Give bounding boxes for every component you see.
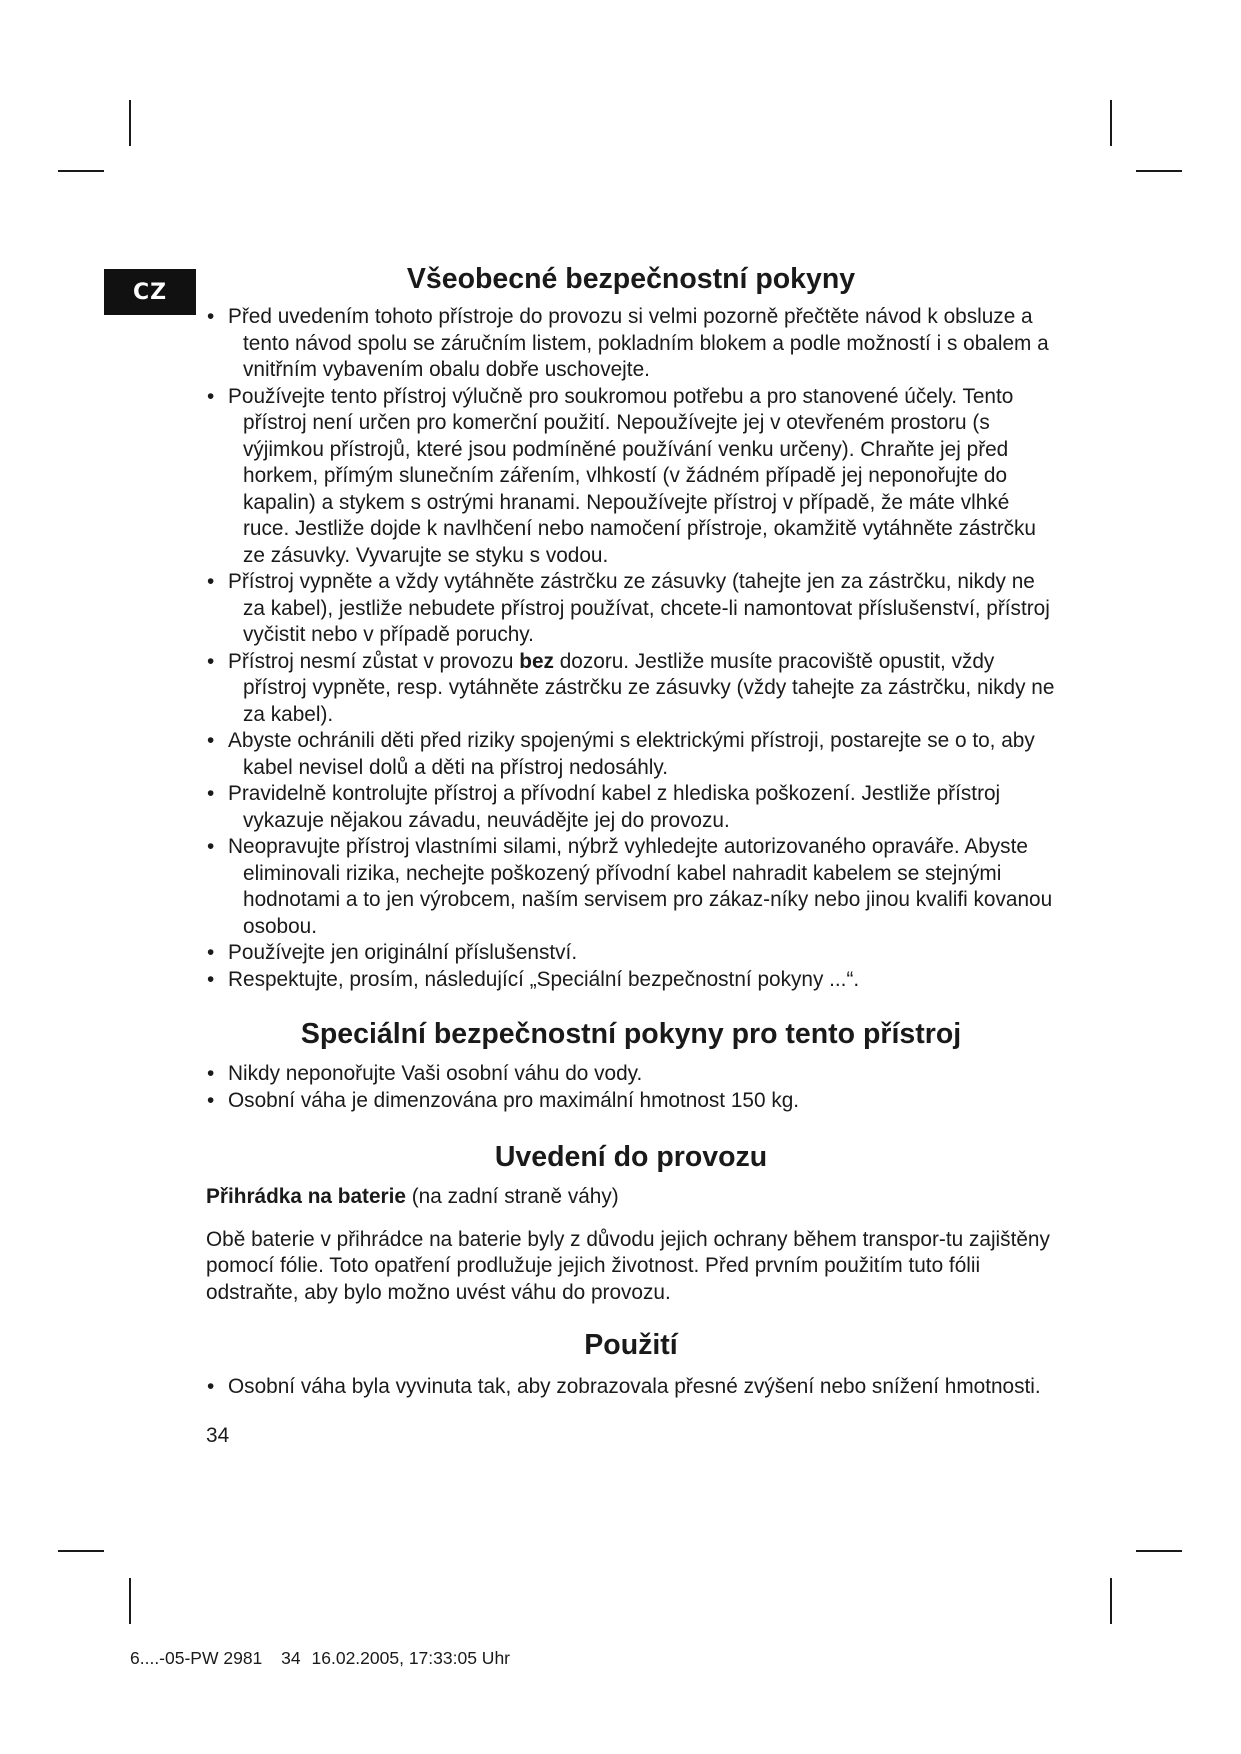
list-item: • Osobní váha byla vyvinuta tak, aby zobrazovala přesné zvýšení nebo snížení hmotnosti. bbox=[206, 1374, 1056, 1401]
crop-mark-top-left-horizontal bbox=[58, 170, 104, 172]
crop-mark-top-left-vertical bbox=[129, 100, 131, 146]
print-footer bbox=[130, 1648, 524, 1669]
language-tab: CZ bbox=[104, 269, 196, 315]
list-item: • Používejte tento přístroj výlučně pro soukromou potřebu a pro stanovené účely. Tento přístroj není určen pro komerční použití. Nepoužívejte jej v otevřeném prostoru (s výjimkou přístrojů, které jsou podmíněné používání venku určeny). Chraňte jej před horkem, přímým slunečním zářením, vlhkostí (v žádném případě jej neponořujte do kapalin) a stykem s ostrými hranami. Nepoužívejte přístroj v případě, že máte vlhké ruce. Jestliže dojde k navlhčení nebo namočení přístroje, okamžitě vytáhněte zástrčku ze zásuvky. Vyvarujte se styku s vodou. bbox=[206, 384, 1056, 570]
subhead-normal: (na zadní straně váhy) bbox=[405, 1185, 619, 1208]
section-title-startup: Uvedení do provozu bbox=[494, 1141, 768, 1173]
section-usage bbox=[206, 1328, 1056, 1401]
usage-list bbox=[206, 1374, 1056, 1401]
list-item: • Respektujte, prosím, následující „Speciální bezpečnostní pokyny ...“. bbox=[206, 967, 1056, 994]
section-title-special-safety: Speciální bezpečnostní pokyny pro tento přístroj bbox=[300, 1018, 962, 1050]
list-item-bold-word: bez bbox=[519, 649, 554, 673]
list-item-text-before: Přístroj nesmí zůstat v provozu bbox=[228, 649, 520, 673]
page-content bbox=[206, 262, 1056, 1449]
list-item-text-after: dozoru. Jestliže musíte pracoviště opustit, vždy přístroj vypněte, resp. vytáhněte zástrčku ze zásuvky (vždy tahejte za zástrčku, nikdy ne za kabel). bbox=[243, 649, 1055, 726]
list-item: • Neopravujte přístroj vlastními silami, nýbrž vyhledejte autorizovaného opraváře. Abyste eliminovali rizika, nechejte poškozený přívodní kabel nahradit kabelem se stejnými hodnotami a to jen výrobcem, naším servisem pro zákaz-níky nebo jinou kvalifi kovanou osobou. bbox=[206, 834, 1056, 940]
subhead-bold: Přihrádka na baterie bbox=[206, 1185, 406, 1208]
section-special-safety bbox=[206, 1017, 1056, 1114]
startup-paragraph: Obě baterie v přihrádce na baterie byly z důvodu jejich ochrany během transpor-tu zajištěny pomocí fólie. Toto opatření prodlužuje jejich životnost. Před prvním použitím tuto fólii odstraňte, aby bylo možno uvést váhu do provozu. bbox=[206, 1227, 1050, 1304]
list-item bbox=[206, 649, 1056, 729]
crop-mark-bottom-left-vertical bbox=[129, 1578, 131, 1624]
footer-page: 34 bbox=[281, 1648, 301, 1668]
list-item: • Nikdy neponořujte Vaši osobní váhu do vody. bbox=[206, 1061, 1056, 1088]
list-item: • Abyste ochránili děti před riziky spojenými s elektrickými přístroji, postarejte se o to, aby kabel nevisel dolů a děti na přístroj nedosáhly. bbox=[206, 728, 1056, 781]
page-number: 34 bbox=[206, 1423, 230, 1447]
list-item: • Pravidelně kontrolujte přístroj a přívodní kabel z hlediska poškození. Jestliže přístroj vykazuje nějakou závadu, neuvádějte jej do provozu. bbox=[206, 781, 1056, 834]
section-title-general-safety: Všeobecné bezpečnostní pokyny bbox=[406, 263, 856, 295]
footer-file: 6....-05-PW 2981 bbox=[130, 1648, 263, 1668]
crop-mark-bottom-right-horizontal bbox=[1136, 1550, 1182, 1552]
crop-mark-top-right-horizontal bbox=[1136, 170, 1182, 172]
battery-compartment-subhead bbox=[206, 1184, 1056, 1211]
list-item: • Přístroj vypněte a vždy vytáhněte zástrčku ze zásuvky (tahejte jen za zástrčku, nikdy ne za kabel), jestliže nebudete přístroj používat, chcete-li namontovat příslušenství, přístroj vyčistit nebo v případě poruchy. bbox=[206, 569, 1056, 649]
section-general-safety bbox=[206, 262, 1056, 993]
list-item: • Osobní váha je dimenzována pro maximální hmotnost 150 kg. bbox=[206, 1088, 1056, 1115]
crop-mark-top-right-vertical bbox=[1110, 100, 1112, 146]
list-item: • Používejte jen originální příslušenství. bbox=[206, 940, 1056, 967]
crop-mark-bottom-right-vertical bbox=[1110, 1578, 1112, 1624]
list-item: • Před uvedením tohoto přístroje do provozu si velmi pozorně přečtěte návod k obsluze a tento návod spolu se záručním listem, pokladním blokem a podle možností i s obalem a vnitřním vybavením obalu dobře uschovejte. bbox=[206, 304, 1056, 384]
footer-timestamp: 16.02.2005, 17:33:05 Uhr bbox=[311, 1648, 511, 1668]
section-startup bbox=[206, 1140, 1056, 1306]
special-safety-list bbox=[206, 1061, 1056, 1114]
crop-mark-bottom-left-horizontal bbox=[58, 1550, 104, 1552]
section-title-usage: Použití bbox=[584, 1329, 678, 1361]
general-safety-list bbox=[206, 304, 1056, 993]
